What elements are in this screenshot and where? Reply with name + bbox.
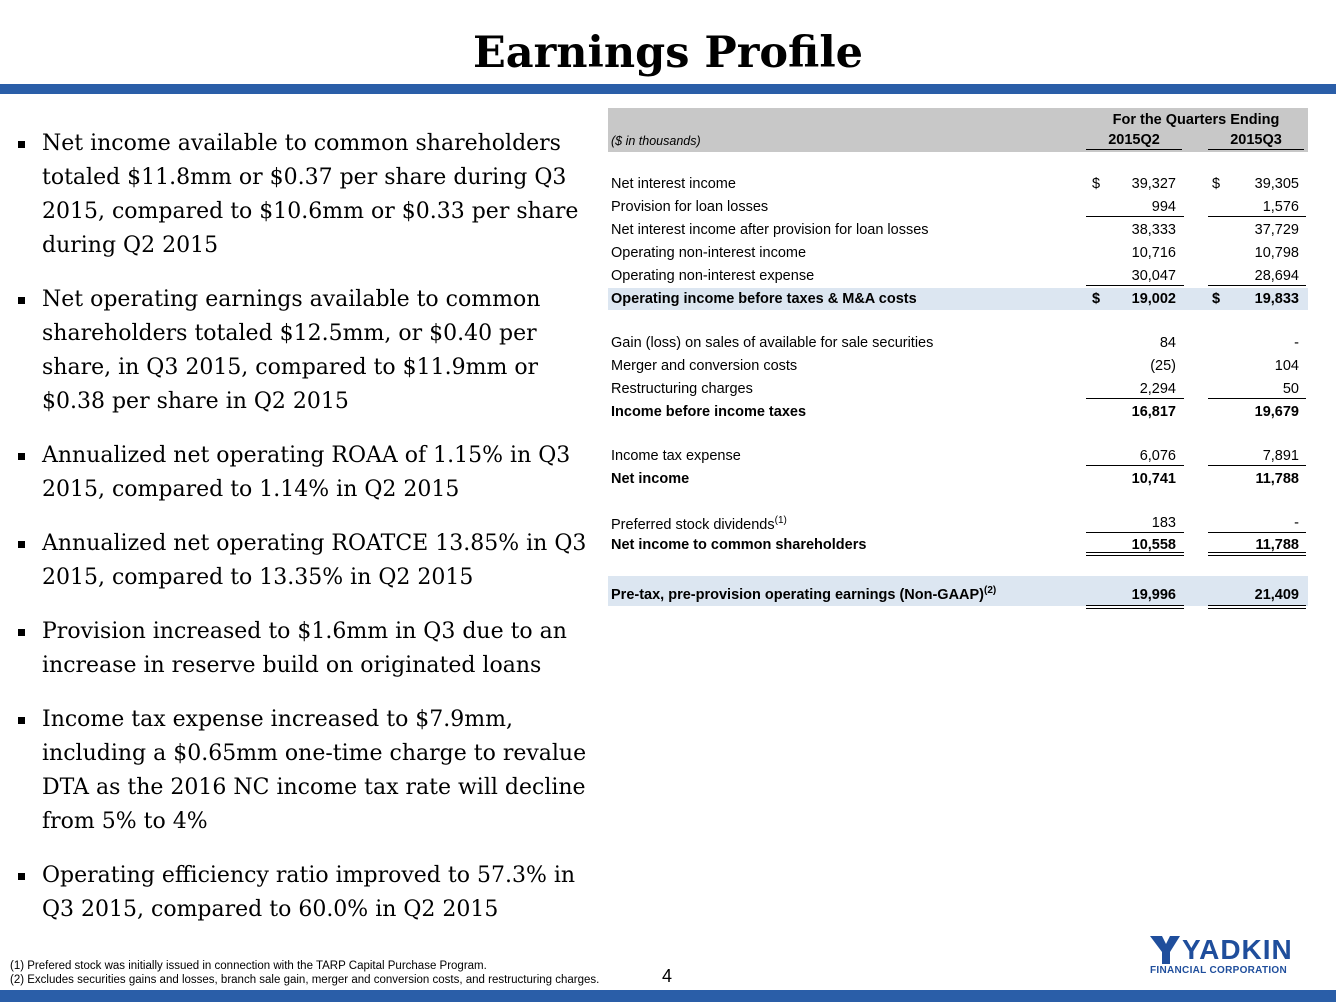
underline — [1086, 532, 1184, 533]
page-number: 4 — [662, 966, 673, 986]
table-unit-label: ($ in thousands) — [611, 134, 701, 148]
table-row: Income tax expense 6,076 7,891 — [611, 448, 1299, 464]
logo-name: YADKIN — [1182, 934, 1293, 965]
underline — [1208, 465, 1306, 466]
underline — [1208, 398, 1306, 399]
bullet-item: Provision increased to $1.6mm in Q3 due to an increase in reserve build on originated loans — [18, 615, 598, 683]
underline — [1208, 532, 1306, 533]
table-row-highlight: Operating income before taxes & M&A costs $ 19,002 $ 19,833 — [608, 288, 1308, 310]
underline — [1086, 398, 1184, 399]
table-row: Gain (loss) on sales of available for sale securities 84 - — [611, 335, 1299, 351]
double-underline — [1086, 552, 1184, 556]
footnotes — [10, 959, 599, 987]
underline — [1086, 285, 1184, 286]
table-row: Net interest income $ 39,327 $ 39,305 — [611, 176, 1299, 192]
logo-subtitle: FINANCIAL CORPORATION — [1150, 965, 1288, 976]
underline — [1086, 216, 1184, 217]
double-underline — [1208, 605, 1306, 609]
footnote: (1) Prefered stock was initially issued in connection with the TARP Capital Purchase Program. — [10, 960, 487, 972]
column-header-2015q2: 2015Q2 — [1086, 132, 1182, 150]
bullet-item: Net income available to common shareholders totaled $11.8mm or $0.37 per share during Q3 2015, compared to $10.6mm or $0.33 per share during Q2 2015 — [18, 127, 598, 263]
bullet-list — [18, 127, 598, 947]
bullet-item: Annualized net operating ROATCE 13.85% in Q3 2015, compared to 13.35% in Q2 2015 — [18, 527, 598, 595]
company-logo — [1148, 934, 1298, 978]
double-underline — [1208, 552, 1306, 556]
underline — [1208, 216, 1306, 217]
table-row: Merger and conversion costs (25) 104 — [611, 358, 1299, 374]
page-title: Earnings Profile — [472, 28, 864, 78]
footnote: (2) Excludes securities gains and losses, branch sale gain, merger and conversion costs, and restructuring charges. — [10, 974, 600, 986]
bottom-divider-bar — [0, 990, 1336, 1002]
bullet-square-icon — [18, 453, 25, 460]
table-row: Restructuring charges 2,294 50 — [611, 381, 1299, 397]
table-row: Operating non-interest expense 30,047 28,694 — [611, 268, 1299, 284]
column-header-2015q3: 2015Q3 — [1208, 132, 1304, 150]
bullet-item: Income tax expense increased to $7.9mm, including a $0.65mm one-time charge to revalue DTA as the 2016 NC income tax rate will decline from 5% to 4% — [18, 703, 598, 839]
bullet-square-icon — [18, 629, 25, 636]
table-row: Net interest income after provision for loan losses 38,333 37,729 — [611, 222, 1299, 238]
bullet-square-icon — [18, 297, 25, 304]
bullet-item: Operating efficiency ratio improved to 57.3% in Q3 2015, compared to 60.0% in Q2 2015 — [18, 859, 598, 927]
bullet-square-icon — [18, 873, 25, 880]
table-row-highlight: Pre-tax, pre-provision operating earnings (Non-GAAP)$^{(2)}$ 19,996 21,409 — [608, 576, 1308, 606]
table-row: Preferred stock dividends$^{(1)}$ 183 - — [611, 515, 1299, 533]
yadkin-mark-icon — [1148, 934, 1182, 966]
double-underline — [1086, 605, 1184, 609]
table-row: Net income to common shareholders 10,558 11,788 — [611, 537, 1299, 553]
top-divider-bar — [0, 84, 1336, 94]
underline — [1208, 285, 1306, 286]
bullet-square-icon — [18, 541, 25, 548]
bullet-square-icon — [18, 141, 25, 148]
table-row: Provision for loan losses 994 1,576 — [611, 199, 1299, 215]
table-row: Income before income taxes 16,817 19,679 — [611, 404, 1299, 420]
bullet-square-icon — [18, 717, 25, 724]
table-header-title: For the Quarters Ending — [1112, 112, 1280, 128]
underline — [1086, 465, 1184, 466]
bullet-item: Annualized net operating ROAA of 1.15% in Q3 2015, compared to 1.14% in Q2 2015 — [18, 439, 598, 507]
bullet-item: Net operating earnings available to common shareholders totaled $12.5mm, or $0.40 per share, in Q3 2015, compared to $11.9mm or $0.38 per share in Q2 2015 — [18, 283, 598, 419]
table-row: Net income 10,741 11,788 — [611, 471, 1299, 487]
table-row: Operating non-interest income 10,716 10,798 — [611, 245, 1299, 261]
